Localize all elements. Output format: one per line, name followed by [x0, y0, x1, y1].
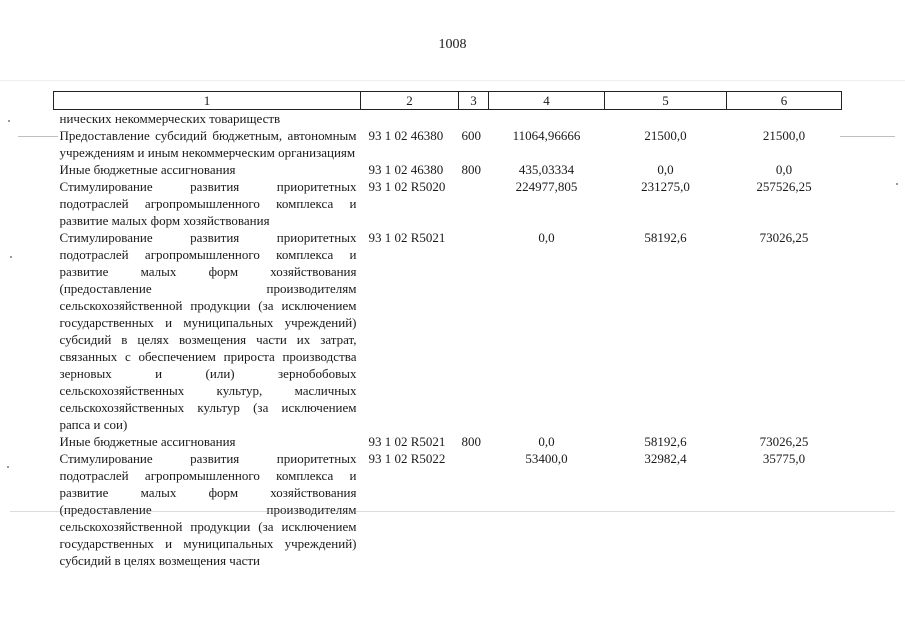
row-value-3: 21500,0 [762, 128, 806, 143]
row-value-3: 257526,25 [756, 179, 812, 194]
row-name: Иные бюджетные ассигнования [59, 162, 236, 177]
budget-table [53, 91, 842, 569]
row-code: 93 1 02 46380 [368, 162, 444, 177]
row-value-2: 58192,6 [644, 230, 687, 245]
row-value-1: 11064,96666 [512, 128, 581, 143]
column-header-3: 3 [459, 92, 489, 110]
row-name: Предоставление субсидий бюджетным, автономным учреждениям и иным некоммерческим организациям [59, 128, 357, 160]
row-value-3: 73026,25 [759, 230, 809, 245]
row-type [459, 450, 489, 569]
row-type: 800 [461, 434, 481, 449]
column-header-2: 2 [361, 92, 459, 110]
row-code [361, 110, 459, 128]
table-row [54, 110, 842, 128]
row-value-3 [727, 110, 842, 128]
column-header-1: 1 [54, 92, 361, 110]
scan-artifact-line [0, 80, 905, 81]
column-header-5: 5 [605, 92, 727, 110]
row-type: 600 [461, 128, 481, 143]
row-value-1 [489, 110, 605, 128]
row-value-3: 0,0 [775, 162, 793, 177]
row-value-2: 231275,0 [641, 179, 690, 194]
row-value-1: 0,0 [538, 434, 555, 449]
table-row [54, 229, 842, 433]
row-value-2: 21500,0 [644, 128, 687, 143]
row-value-1: 53400,0 [525, 451, 568, 466]
scan-artifact-line [18, 136, 58, 137]
column-number-row [54, 92, 842, 110]
row-type [459, 178, 489, 229]
scan-speck [10, 256, 12, 258]
row-type [459, 229, 489, 433]
row-value-2: 32982,4 [644, 451, 687, 466]
table-row [54, 450, 842, 569]
row-name: Стимулирование развития приоритетных подотраслей агропромышленного комплекса и развитие малых форм хозяйствования [59, 179, 357, 228]
scan-speck [7, 466, 9, 468]
page-number: 1008 [438, 37, 467, 52]
row-code: 93 1 02 R5022 [368, 451, 446, 466]
row-name: Стимулирование развития приоритетных подотраслей агропромышленного комплекса и развитие малых форм хозяйствования (предоставление производителям сельскохозяйственной продукции (за исключением государственных и муниципальных учреждений) субсидий в целях возмещения части [59, 451, 357, 568]
row-value-3: 73026,25 [759, 434, 809, 449]
row-code: 93 1 02 R5021 [368, 434, 446, 449]
table-row [54, 127, 842, 161]
column-header-4: 4 [489, 92, 605, 110]
row-name: нических некоммерческих товариществ [59, 111, 281, 126]
row-code: 93 1 02 R5020 [368, 179, 446, 194]
row-value-3: 35775,0 [762, 451, 806, 466]
row-value-1: 224977,805 [515, 179, 578, 194]
table-row [54, 161, 842, 178]
scan-speck [8, 120, 10, 122]
row-value-2: 0,0 [657, 162, 674, 177]
table-row [54, 178, 842, 229]
scan-speck [896, 183, 898, 185]
row-type [459, 110, 489, 128]
scan-artifact-line [10, 511, 895, 512]
row-value-2 [605, 110, 727, 128]
row-name: Иные бюджетные ассигнования [59, 434, 236, 449]
row-code: 93 1 02 R5021 [368, 230, 446, 245]
row-value-1: 435,03334 [518, 162, 575, 177]
table-row [54, 433, 842, 450]
column-header-6: 6 [727, 92, 842, 110]
row-value-1: 0,0 [538, 230, 555, 245]
row-code: 93 1 02 46380 [368, 128, 444, 143]
scan-artifact-line [840, 136, 895, 137]
row-value-2: 58192,6 [644, 434, 687, 449]
row-name: Стимулирование развития приоритетных подотраслей агропромышленного комплекса и развитие малых форм хозяйствования (предоставление производителям сельскохозяйственной продукции (за исключением государственных и муниципальных учреждений) субсидий в целях возмещения части их затрат, связанных с обеспечением прироста производства зерновых и (или) зернобобовых сельскохозяйственных культур, масличных сельскохозяйственных культур (за исключением рапса и сои) [59, 230, 357, 432]
row-type: 800 [461, 162, 481, 177]
